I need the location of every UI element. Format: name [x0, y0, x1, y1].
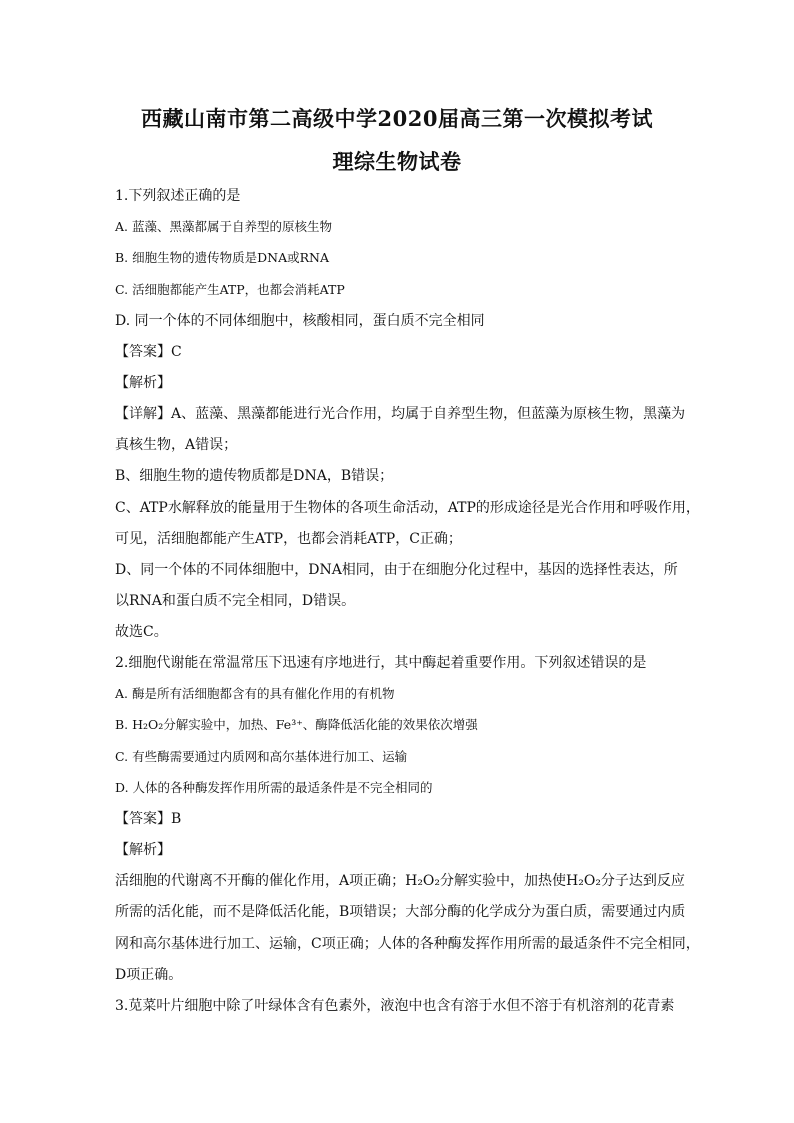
page-title: 西藏山南市第二高级中学2020届高三第一次模拟考试 — [141, 106, 653, 131]
question-1-analysis-line: 可见，活细胞都能产生ATP，也都会消耗ATP，C正确； — [115, 531, 462, 547]
question-1-option-b: B. 细胞生物的遗传物质是DNA或RNA — [115, 250, 329, 265]
question-2-answer: 【答案】B — [115, 811, 182, 827]
question-2-option-b: B. H₂O₂分解实验中，加热、Fe³⁺、酶降低活化能的效果依次增强 — [115, 717, 478, 732]
question-1-analysis-heading: 【解析】 — [115, 375, 171, 391]
question-2-analysis-heading: 【解析】 — [115, 842, 171, 858]
question-3-stem: 3.苋菜叶片细胞中除了叶绿体含有色素外，液泡中也含有溶于水但不溶于有机溶剂的花青素 — [115, 998, 675, 1014]
question-1-option-a: A. 蓝藻、黑藻都属于自养型的原核生物 — [115, 219, 332, 234]
question-1-conclusion: 故选C。 — [115, 624, 168, 640]
question-1-answer: 【答案】C — [115, 344, 182, 360]
question-2-analysis-line: 所需的活化能，而不是降低活化能，B项错误；大部分酶的化学成分为蛋白质，需要通过内质 — [115, 904, 686, 920]
question-1-analysis-line: 真核生物，A错误； — [115, 437, 238, 453]
question-2-analysis-line: D项正确。 — [115, 967, 183, 983]
question-2-analysis-line: 活细胞的代谢离不开酶的催化作用，A项正确；H₂O₂分解实验中，加热使H₂O₂分子达到反应 — [115, 873, 685, 889]
question-1-option-c: C. 活细胞都能产生ATP，也都会消耗ATP — [115, 282, 345, 297]
question-2-option-a: A. 酶是所有活细胞都含有的具有催化作用的有机物 — [115, 686, 395, 701]
question-1-analysis-line: B、细胞生物的遗传物质都是DNA，B错误； — [115, 468, 394, 484]
question-1-analysis-line: D、同一个体的不同体细胞中，DNA相同，由于在细胞分化过程中，基因的选择性表达，所 — [115, 562, 678, 578]
question-1-stem: 1.下列叙述正确的是 — [115, 188, 241, 204]
question-2-option-d: D. 人体的各种酶发挥作用所需的最适条件是不完全相同的 — [115, 780, 433, 795]
page-subtitle: 理综生物试卷 — [332, 149, 462, 174]
question-1-analysis-line: 以RNA和蛋白质不完全相同，D错误。 — [115, 593, 356, 609]
question-1-analysis-line: C、ATP水解释放的能量用于生物体的各项生命活动，ATP的形成途径是光合作用和呼吸作用， — [115, 500, 700, 516]
question-2-analysis-line: 网和高尔基体进行加工、运输，C项正确；人体的各种酶发挥作用所需的最适条件不完全相同， — [115, 936, 700, 952]
question-2-stem: 2.细胞代谢能在常温常压下迅速有序地进行，其中酶起着重要作用。下列叙述错误的是 — [115, 655, 647, 671]
question-1-option-d: D. 同一个体的不同体细胞中，核酸相同，蛋白质不完全相同 — [115, 313, 485, 329]
question-1-analysis-line: 【详解】A、蓝藻、黑藻都能进行光合作用，均属于自养型生物，但蓝藻为原核生物，黑藻为 — [115, 406, 686, 422]
question-2-option-c: C. 有些酶需要通过内质网和高尔基体进行加工、运输 — [115, 749, 408, 764]
